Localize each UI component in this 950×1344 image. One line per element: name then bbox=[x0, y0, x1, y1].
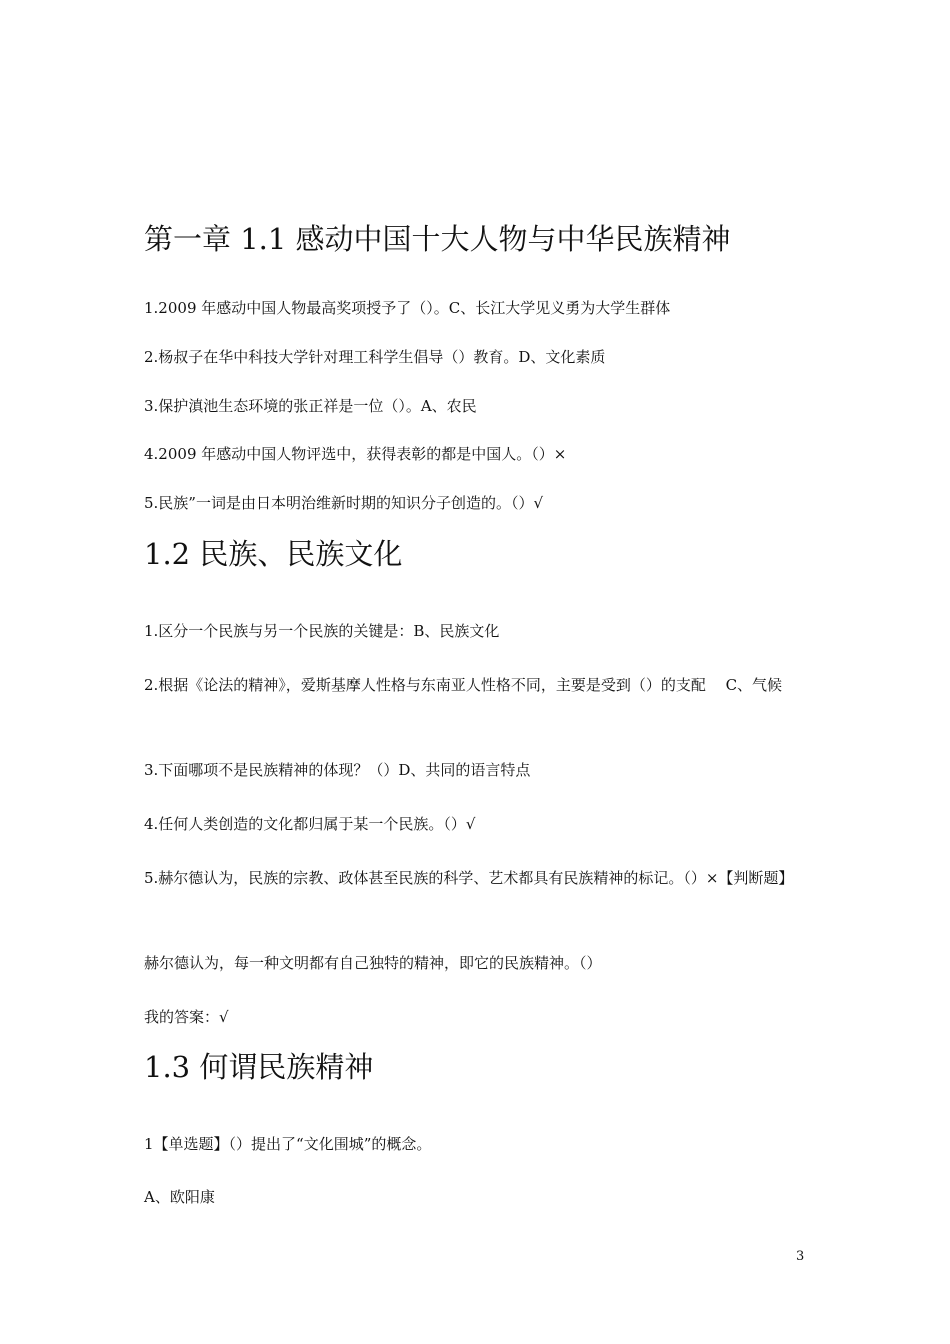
question-1-2-1: 1.区分一个民族与另一个民族的关键是：B、民族文化 bbox=[144, 622, 500, 640]
section-heading-1-1: 第一章 1.1 感动中国十大人物与中华民族精神 bbox=[144, 222, 731, 256]
section-heading-1-2: 1.2 民族、民族文化 bbox=[144, 537, 403, 571]
page-number: 3 bbox=[796, 1249, 805, 1264]
question-1-2-4: 4.任何人类创造的文化都归属于某一个民族。（）√ bbox=[144, 815, 476, 833]
question-1-2-5: 5.赫尔德认为，民族的宗教、政体甚至民族的科学、艺术都具有民族精神的标记。（）×【判断题】 bbox=[144, 869, 794, 887]
answer-option-a: A、欧阳康 bbox=[144, 1188, 215, 1206]
question-1-1-4: 4.2009 年感动中国人物评选中，获得表彰的都是中国人。（）× bbox=[144, 445, 567, 463]
question-1-3-1: 1【单选题】（）提出了“文化围城”的概念。 bbox=[144, 1135, 432, 1153]
question-1-2-2: 2.根据《论法的精神》，爱斯基摩人性格与东南亚人性格不同，主要是受到（）的支配 C、气候 bbox=[144, 676, 783, 694]
my-answer: 我的答案：√ bbox=[144, 1008, 229, 1026]
judgement-question: 赫尔德认为，每一种文明都有自己独特的精神，即它的民族精神。（） bbox=[144, 954, 602, 972]
question-1-1-1: 1.2009 年感动中国人物最高奖项授予了（）。C、长江大学见义勇为大学生群体 bbox=[144, 299, 671, 317]
section-heading-1-3: 1.3 何谓民族精神 bbox=[144, 1050, 374, 1084]
question-1-1-3: 3.保护滇池生态环境的张正祥是一位（）。A、农民 bbox=[144, 397, 477, 415]
question-1-2-3: 3.下面哪项不是民族精神的体现？（）D、共同的语言特点 bbox=[144, 761, 531, 779]
question-1-1-5: 5.民族”一词是由日本明治维新时期的知识分子创造的。（）√ bbox=[144, 494, 544, 512]
question-1-1-2: 2.杨叔子在华中科技大学针对理工科学生倡导（）教育。D、文化素质 bbox=[144, 348, 606, 366]
